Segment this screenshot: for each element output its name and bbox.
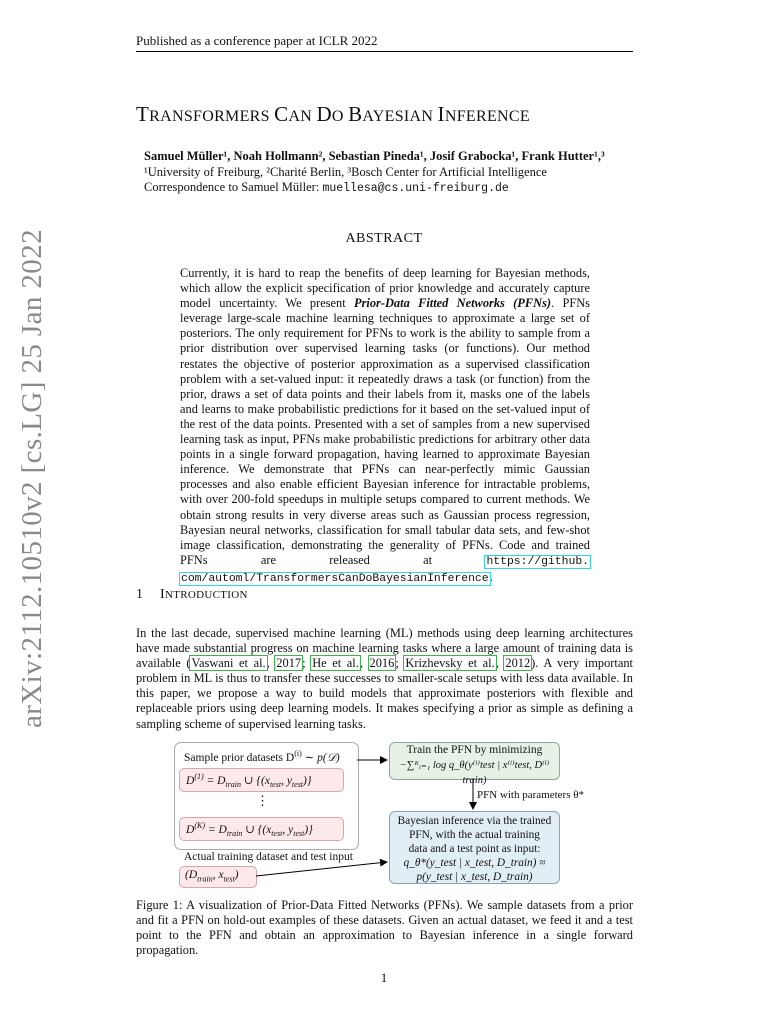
- paper-title: TRANSFORMERS CAN DO BAYESIAN INFERENCE: [136, 102, 530, 126]
- section-title: INTRODUCTION: [160, 587, 248, 602]
- code-link[interactable]: https://github.: [486, 555, 589, 568]
- train-loss-formula: −∑ᴷᵢ₌₁ log q_θ(y⁽ⁱ⁾test | x⁽ⁱ⁾test, D⁽ⁱ⁾train): [399, 760, 550, 786]
- vertical-ellipsis: ⋮: [256, 793, 269, 808]
- abstract-heading: ABSTRACT: [345, 231, 423, 246]
- dataset-1-box: $D^{(1)} = D_{train}$ ∪ {($x_{test}$, $y_{test}$)}: [179, 768, 344, 792]
- citation-vaswani-year[interactable]: 2017: [276, 656, 302, 671]
- email-link[interactable]: muellesa@cs.uni-freiburg.de: [322, 182, 509, 195]
- running-head: Published as a conference paper at ICLR 2022: [136, 33, 378, 48]
- pfn-params-label: PFN with parameters θ*: [477, 789, 585, 801]
- code-link-continued[interactable]: com/automl/TransformersCanDoBayesianInference: [181, 572, 489, 585]
- actual-dataset-box: ($D_{train}$, $x_{test}$): [179, 866, 257, 888]
- arrow-actual-to-inference: [256, 862, 387, 876]
- actual-dataset-label: Actual training dataset and test input: [184, 851, 353, 863]
- bayesian-inference-box: Bayesian inference via the trained PFN, with the actual training data and a test point as input: q_θ*(y_test | x_test, D_train) ≈ p(y_test | x_test, D_train): [389, 811, 560, 884]
- figure-caption: Figure 1: A visualization of Prior-Data Fitted Networks (PFNs). We sample datasets from a prior and fit a PFN on hold-out examples of these datasets. Given an actual dataset, we feed it and a test point to the PFN and obtain an approximation to Bayesian inference in a single forward propagation.: [136, 898, 633, 958]
- citation-krizhevsky-year[interactable]: 2012: [505, 656, 531, 671]
- dataset-k-box: $D^{(K)} = D_{train}$ ∪ {($x_{test}$, $y_{test}$)}: [179, 817, 344, 841]
- intro-paragraph: In the last decade, supervised machine learning (ML) methods using deep learning architectures have made substantial progress on machine learning tasks where a large amount of training data is available (Vaswani et al., 2017; He et al., 2016; Krizhevsky et al., 2012). A very important problem in ML is thus to transfer these successes to smaller-scale setups with less data available. In this paper, we propose a way to build models that approximate posteriors with flexible and replaceable priors using deep learning models. It makes specifying a prior as simple as defining a sampling scheme of supervised learning tasks.: [136, 626, 633, 731]
- correspondence: Correspondence to Samuel Müller: muellesa@cs.uni-freiburg.de: [144, 180, 509, 195]
- citation-krizhevsky[interactable]: Krizhevsky et al.: [405, 656, 495, 671]
- train-pfn-title: Train the PFN by minimizing: [406, 744, 543, 756]
- page-number: 1: [380, 970, 388, 985]
- author-list: Samuel Müller¹, Noah Hollmann², Sebastian Pineda¹, Josif Grabocka¹, Frank Hutter¹,³: [144, 149, 605, 163]
- citation-he[interactable]: He et al.: [312, 656, 359, 671]
- citation-vaswani[interactable]: Vaswani et al.: [191, 656, 266, 671]
- arxiv-sidebar-stamp: arXiv:2112.10510v2 [cs.LG] 25 Jan 2022: [16, 229, 48, 728]
- abstract-body: Currently, it is hard to reap the benefits of deep learning for Bayesian methods, which allow the explicit specification of prior knowledge and accurately capture model uncertainty. We present Prior-Data Fitted Networks (PFNs). PFNs leverage large-scale machine learning techniques to approximate a large set of posteriors. The only requirement for PFNs to work is the ability to sample from a prior distribution over supervised learning tasks (or functions). Our method restates the objective of posterior approximation as a supervised classification problem with a set-valued input: it repeatedly draws a task (or function) from the prior, draws a set of data points and their labels from it, masks one of the labels and learns to make probabilistic predictions for it based on the set-valued input of the rest of the data points. Presented with a set of samples from a new supervised learning task as input, PFNs make probabilistic predictions for arbitrary other data points in a single forward propagation, having learned to approximate Bayesian inference. We demonstrate that PFNs can near-perfectly mimic Gaussian processes and also enable efficient Bayesian inference for intractable problems, with over 200-fold speedups in multiple setups compared to current methods. We obtain strong results in very diverse areas such as Gaussian process regression, Bayesian neural networks, classification for small tabular data sets, and few-shot image classification, demonstrating the generality of PFNs. Code and trained PFNs are released at https://github. com/automl/TransformersCanDoBayesianInference.: [180, 266, 590, 585]
- citation-he-year[interactable]: 2016: [369, 656, 395, 671]
- section-number: 1: [136, 587, 143, 602]
- sample-prior-label: Sample prior datasets $D^{(i)}$ ∼ p(𝒟): [184, 749, 340, 764]
- affiliations: ¹University of Freiburg, ²Charité Berlin, ³Bosch Center for Artificial Intelligence: [144, 165, 547, 179]
